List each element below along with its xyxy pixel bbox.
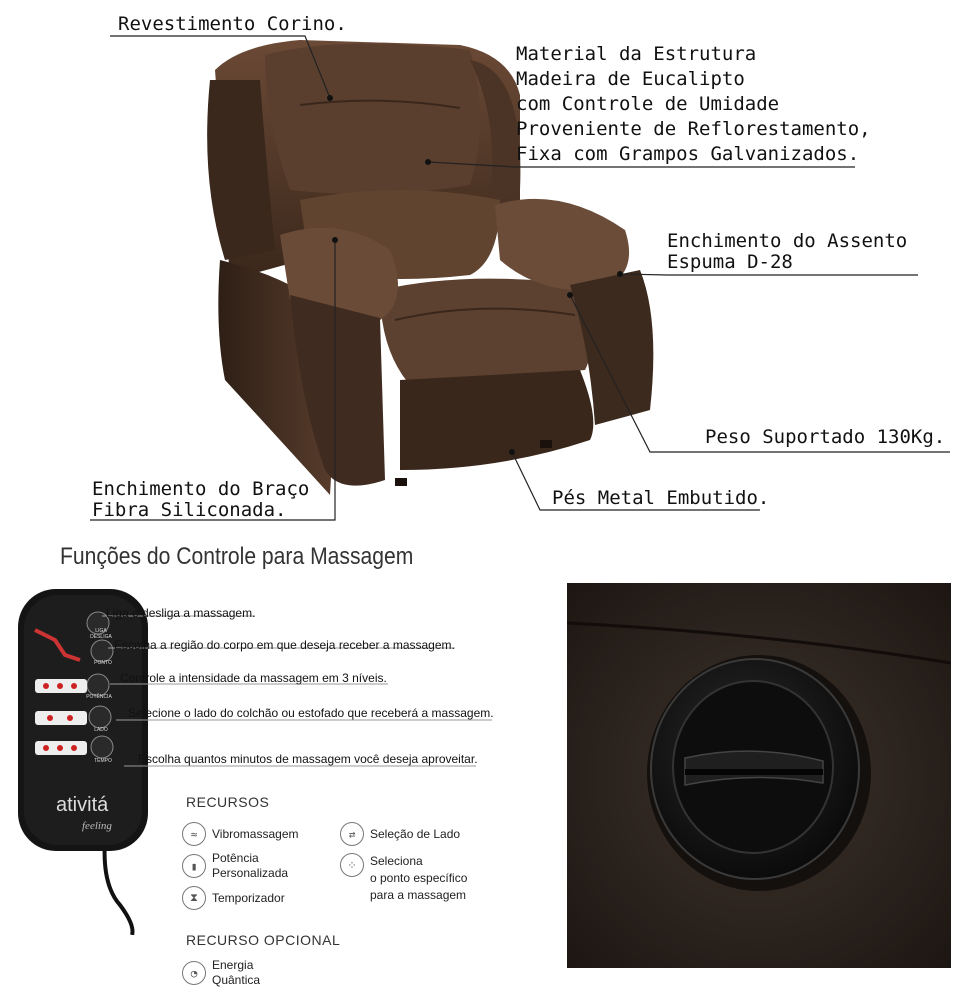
remote-button-label: PONTO <box>94 660 112 666</box>
recurso-label: Seleção de Lado <box>370 826 461 841</box>
hourglass-icon: ⧗ <box>182 886 206 910</box>
massage-title: Funções do Controle para Massagem <box>60 543 414 570</box>
callout-braco-line: Enchimento do Braço <box>92 478 310 500</box>
callout-estrutura-line: Material da Estrutura <box>516 43 757 65</box>
remote-button-label: TEMPO <box>94 758 112 764</box>
recurso-item <box>340 853 467 904</box>
callout-braco <box>92 479 309 521</box>
arrows-swap-icon: ⇄ <box>340 822 364 846</box>
recurso-label: Vibromassagem <box>212 826 299 841</box>
recurso-label <box>370 853 467 904</box>
callout-pes: Pés Metal Embutido. <box>552 487 770 509</box>
callout-braco-line: Fibra Siliconada. <box>92 499 287 521</box>
wave-icon: ≈ <box>182 822 206 846</box>
recurso-item <box>182 822 298 846</box>
opcional-title: RECURSO OPCIONAL <box>186 932 341 948</box>
opcional-label-line: Quântica <box>212 973 261 987</box>
recurso-label-line: Personalizada <box>212 866 289 880</box>
callout-estrutura-line: Fixa com Grampos Galvanizados. <box>516 143 860 165</box>
recurso-label: Temporizador <box>212 890 285 905</box>
opcional-label-line: Energia <box>212 958 254 972</box>
bars-icon: ▮ <box>182 854 206 878</box>
opcional-label <box>212 958 260 988</box>
callout-revestimento: Revestimento Corino. <box>118 13 347 35</box>
opcional-item <box>182 958 260 988</box>
remote-button-label: POTÊNCIA <box>86 694 112 700</box>
recurso-item <box>182 886 285 910</box>
recurso-label-line: para a massagem <box>370 888 467 902</box>
recurso-item <box>340 822 460 846</box>
callout-assento <box>667 231 907 273</box>
callout-assento-line: Enchimento do Assento <box>667 230 908 252</box>
callout-estrutura-line: com Controle de Umidade <box>516 93 780 115</box>
recurso-item <box>182 851 288 881</box>
recurso-label-line: o ponto específico <box>370 871 468 885</box>
recursos-title: RECURSOS <box>186 794 270 810</box>
recurso-label <box>212 851 288 881</box>
remark-ponto: Escolha a região do corpo em que deseja receber a massagem. <box>114 638 455 652</box>
remark-tempo: Escolha quantos minutos de massagem você deseja aproveitar. <box>138 752 478 766</box>
remark-lado: Selecione o lado do colchão ou estofado que receberá a massagem. <box>128 706 494 720</box>
remark-potencia: Controle a intensidade da massagem em 3 níveis. <box>120 671 387 685</box>
remote-button-label: LIGA DESLIGA <box>90 628 112 640</box>
callout-peso: Peso Suportado 130Kg. <box>705 426 946 448</box>
callout-estrutura-line: Madeira de Eucalipto <box>516 68 745 90</box>
callout-estrutura-line: Proveniente de Reflorestamento, <box>516 118 871 140</box>
remote-brand: ativitá <box>56 794 109 816</box>
remote-brand-sub: feeling <box>82 820 112 832</box>
signal-icon: ◔ <box>182 961 206 985</box>
recurso-label-line: Seleciona <box>370 854 423 868</box>
target-dots-icon: ⁘ <box>340 853 364 877</box>
remark-liga: Liga e desliga a massagem. <box>106 606 256 620</box>
remote-button-label: LADO <box>94 727 108 733</box>
recline-lever-photo <box>567 583 951 968</box>
callout-assento-line: Espuma D-28 <box>667 251 793 273</box>
callout-estrutura <box>516 42 871 167</box>
recurso-label-line: Potência <box>212 851 259 865</box>
